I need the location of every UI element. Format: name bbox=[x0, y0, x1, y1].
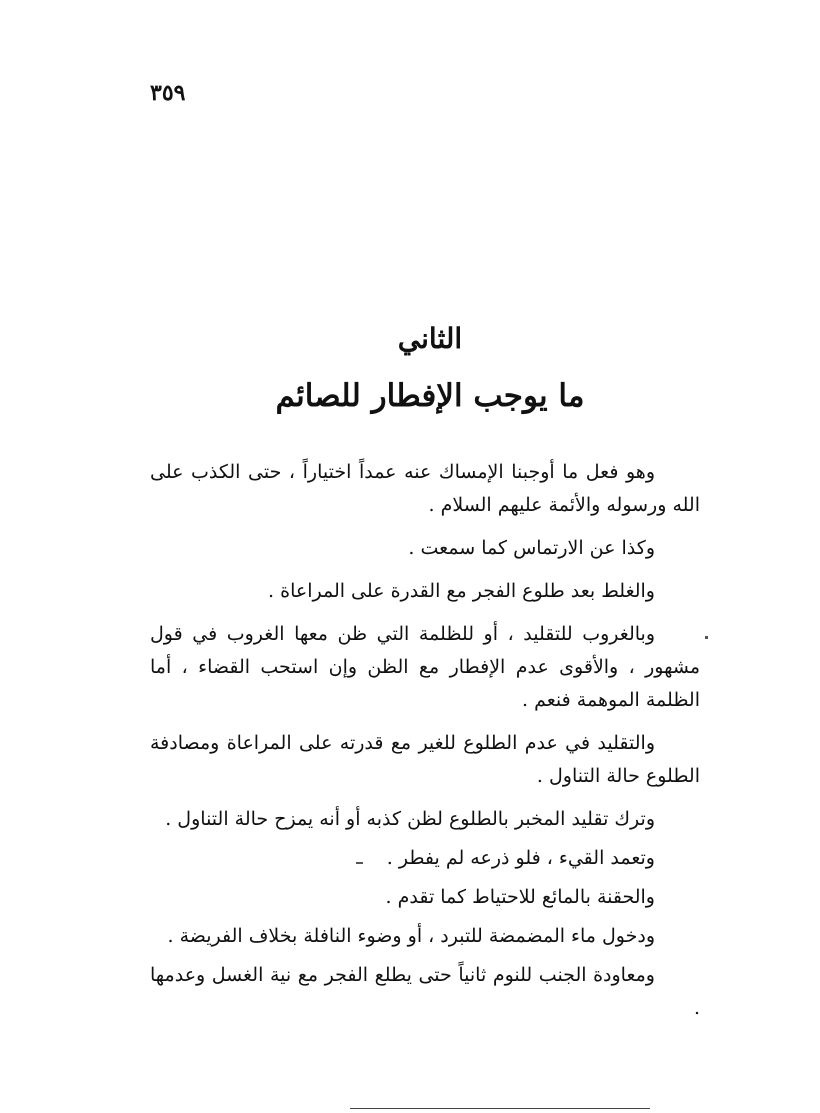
paragraph: وكذا عن الارتماس كما سمعت . bbox=[408, 537, 655, 559]
paragraph: وترك تقليد المخبر بالطلوع لظن كذبه أو أنه يمزح حالة التناول . bbox=[165, 808, 655, 830]
chapter-title-heading: ما يوجب الإفطار للصائم bbox=[275, 378, 585, 414]
paragraph: ومعاودة الجنب للنوم ثانياً حتى يطلع الفجر مع نية الغسل وعدمها . bbox=[150, 964, 700, 1019]
paragraph: والتقليد في عدم الطلوع للغير مع قدرته على المراعاة ومصادفة الطلوع حالة التناول . bbox=[150, 732, 700, 787]
scan-speck bbox=[705, 636, 708, 639]
page-number: ٣٥٩ bbox=[150, 80, 186, 106]
paragraph: وهو فعل ما أوجبنا الإمساك عنه عمداً اختياراً ، حتى الكذب على الله ورسوله والأئمة عليهم السلام . bbox=[150, 461, 700, 516]
scan-speck bbox=[356, 862, 363, 864]
paragraph: ودخول ماء المضمضة للتبرد ، أو وضوء النافلة بخلاف الفريضة . bbox=[167, 925, 655, 947]
body-text bbox=[150, 456, 700, 1031]
chapter-number-heading: الثاني bbox=[397, 322, 463, 355]
paragraph: والغلط بعد طلوع الفجر مع القدرة على المراعاة . bbox=[268, 580, 655, 602]
paragraph: وبالغروب للتقليد ، أو للظلمة التي ظن معها الغروب في قول مشهور ، والأقوى عدم الإفطار مع الظن وإن استحب القضاء ، أما الظلمة الموهمة فنعم . bbox=[150, 623, 700, 711]
paragraph: والحقنة بالمائع للاحتياط كما تقدم . bbox=[385, 886, 655, 908]
paragraph: وتعمد القيء ، فلو ذرعه لم يفطر . bbox=[386, 847, 655, 869]
bottom-rule bbox=[350, 1108, 650, 1109]
